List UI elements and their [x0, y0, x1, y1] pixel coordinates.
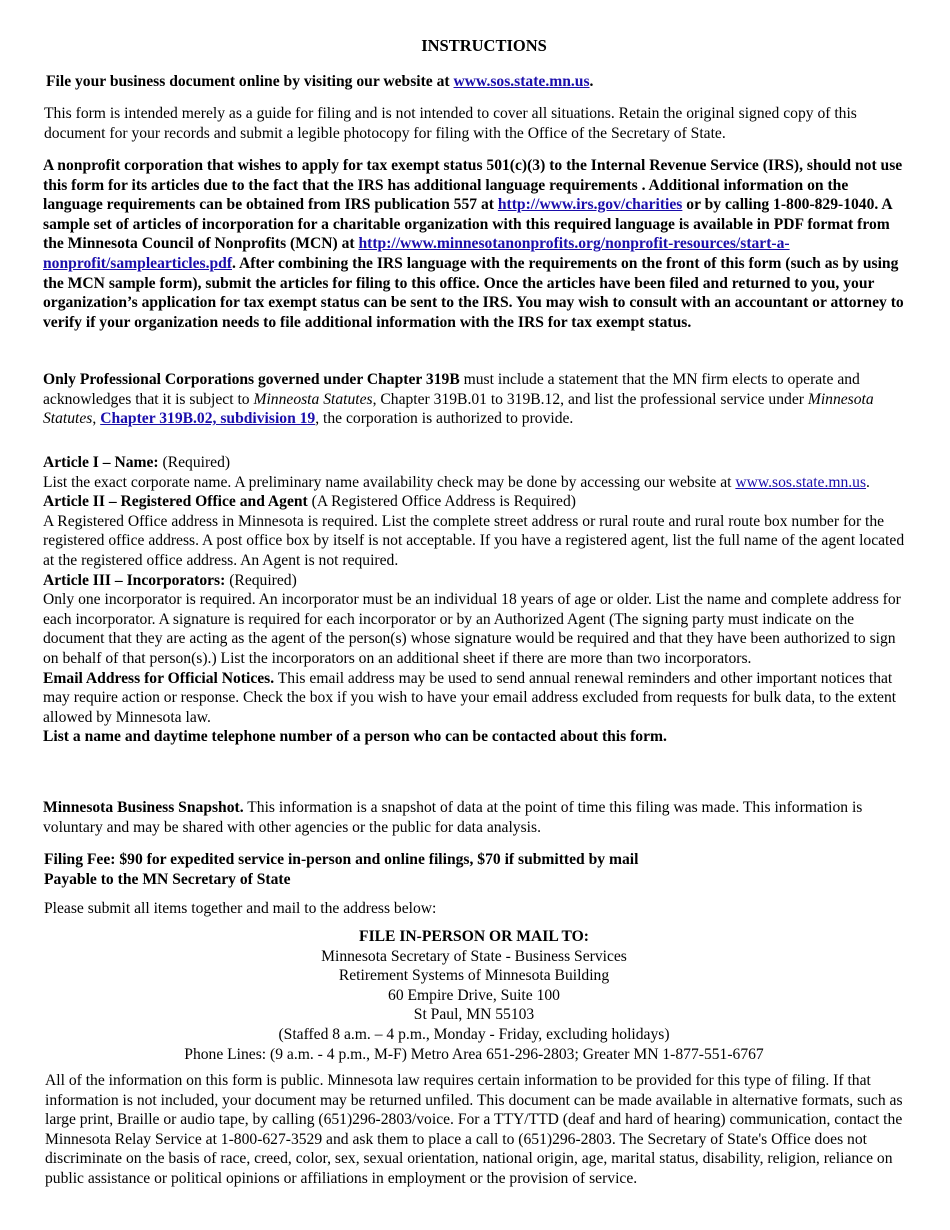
name-check-link[interactable]: www.sos.state.mn.us [735, 473, 867, 491]
address-line: Minnesota Secretary of State - Business Services [321, 947, 627, 965]
phone-lines: Phone Lines: (9 a.m. - 4 p.m., M-F) Metro Area 651-296-2803; Greater MN 1-877-551-6767 [184, 1045, 764, 1063]
contact-line: List a name and daytime telephone number of a person who can be contacted about this form. [43, 728, 667, 746]
filing-fee: Filing Fee: $90 for expedited service in-person and online filings, $70 if submitted by mail Payable to the MN Secretary of State [44, 851, 639, 888]
office-hours: (Staffed 8 a.m. – 4 p.m., Monday - Friday, excluding holidays) [278, 1025, 670, 1043]
article-2-paragraph: Article II – Registered Office and Agent (A Registered Office Address is Required) A Registered Office address in Minnesota is required. List the complete street address or rural route and rural route box number for the registered office address. A post office box by itself is not acceptable. If you have a registered agent, list the full name of the agent located at the registered office address. An Agent is not required. [43, 493, 905, 569]
public-notice-paragraph: All of the information on this form is public. Minnesota law requires certain information to be provided for this type of filing. If that information is not included, your document may be returned unfiled. This document can be made available in alternative formats, such as large print, Braille or audio tape, by calling (651)296-2803/voice. For a TTY/TTD (deaf and hard of hearing) communication, contact the Minnesota Relay Service at 1-800-627-3529 and ask them to place a call to (651)296-2803. The Secretary of State's Office does not discriminate on the basis of race, creed, color, sex, sexual orientation, national origin, age, marital status, disability, religion, reliance on public assistance or political opinions or affiliations in employment or the provision of service. [45, 1072, 903, 1187]
article-1-paragraph: Article I – Name: (Required) List the exact corporate name. A preliminary name availability check may be done by accessing our website at www.sos.state.mn.us. [43, 454, 870, 491]
professional-corporations-paragraph: Only Professional Corporations governed under Chapter 319B must include a statement that the MN firm elects to operate and acknowledges that it is subject to Minneosta Statutes, Chapter 319B.01 to 319B.12, and list the professional service under Minnesota Statutes, Chapter 319B.02, subdivision 19, the corporation is authorized to provide. [43, 371, 874, 428]
address-line: St Paul, MN 55103 [413, 1006, 535, 1024]
nonprofit-paragraph: A nonprofit corporation that wishes to apply for tax exempt status 501(c)(3) to the Internal Revenue Service (IRS), should not use this form for its articles due to the fact that the IRS has additional language requirements . Additional information on the language requirements can be obtained from IRS publication 557 at http://www.irs.gov/charities or by calling 1-800-829-1040. A sample set of articles of incorporation for a charitable organization with this required language is available in PDF format from the Minnesota Council of Nonprofits (MCN) at http://www.minnesotanonprofits.org/nonprofit-resources/start-a-nonprofit/samplearticles.pdf. After combining the IRS language with the requirements on the front of this form (such as by using the MCN sample form), submit the articles for filing to this office. Once the articles have been filed and returned to you, your organization’s application for tax exempt status can be sent to the IRS. You may wish to consult with an accountant or attorney to verify if your organization needs to file additional information with the IRS for tax exempt status. [43, 157, 904, 331]
email-paragraph: Email Address for Official Notices. This email address may be used to send annual renewal reminders and other important notices that may require action or response. Check the box if you wish to have your email address excluded from requests for bulk data, to the extent allowed by Minnesota law. [43, 669, 897, 726]
website-link[interactable]: www.sos.state.mn.us [453, 73, 590, 90]
address-line: 60 Empire Drive, Suite 100 [388, 986, 560, 1004]
snapshot-paragraph: Minnesota Business Snapshot. This information is a snapshot of data at the point of time this filing was made. This information is voluntary and may be shared with other agencies or the public for data analysis. [43, 799, 863, 836]
address-heading: FILE IN-PERSON OR MAIL TO: [359, 928, 589, 945]
article-2-heading: Article II – Registered Office and Agent [43, 493, 308, 511]
mcn-sample-articles-link[interactable]: http://www.minnesotanonprofits.org/nonprofit-resources/start-a-nonprofit/samplearticles.pdf [43, 235, 790, 272]
address-line: Retirement Systems of Minnesota Building [338, 967, 610, 985]
intro-paragraph: This form is intended merely as a guide for filing and is not intended to cover all situations. Retain the original signed copy of this document for your records and submit a legible photocopy for filing with the Office of the Secretary of State. [44, 105, 857, 142]
page-title: INSTRUCTIONS [421, 36, 547, 55]
submit-instruction: Please submit all items together and mail to the address below: [44, 900, 437, 917]
mailing-address-block [43, 927, 905, 1064]
file-online-line: File your business document online by visiting our website at www.sos.state.mn.us. [46, 73, 594, 90]
chapter-319b-link[interactable]: Chapter 319B.02, subdivision 19 [100, 410, 316, 428]
article-1-heading: Article I – Name: [43, 454, 159, 471]
articles-section [43, 453, 905, 747]
irs-charities-link[interactable]: http://www.irs.gov/charities [497, 196, 683, 214]
article-3-heading: Article III – Incorporators: [43, 571, 226, 589]
article-3-paragraph: Article III – Incorporators: (Required) Only one incorporator is required. An incorporator must be an individual 18 years of age or older. List the name and complete address for each incorporator. A signature is required for each incorporator or by an Authorized Agent (The signing party must indicate on the document that they are acting as the agent of the person(s) whose signature would be required and that they have been authorized to sign on behalf of that person(s).) List the incorporators on an additional sheet if there are more than two incorporators. [43, 571, 901, 667]
snapshot-heading: Minnesota Business Snapshot. [43, 799, 244, 816]
email-heading: Email Address for Official Notices. [43, 669, 275, 687]
